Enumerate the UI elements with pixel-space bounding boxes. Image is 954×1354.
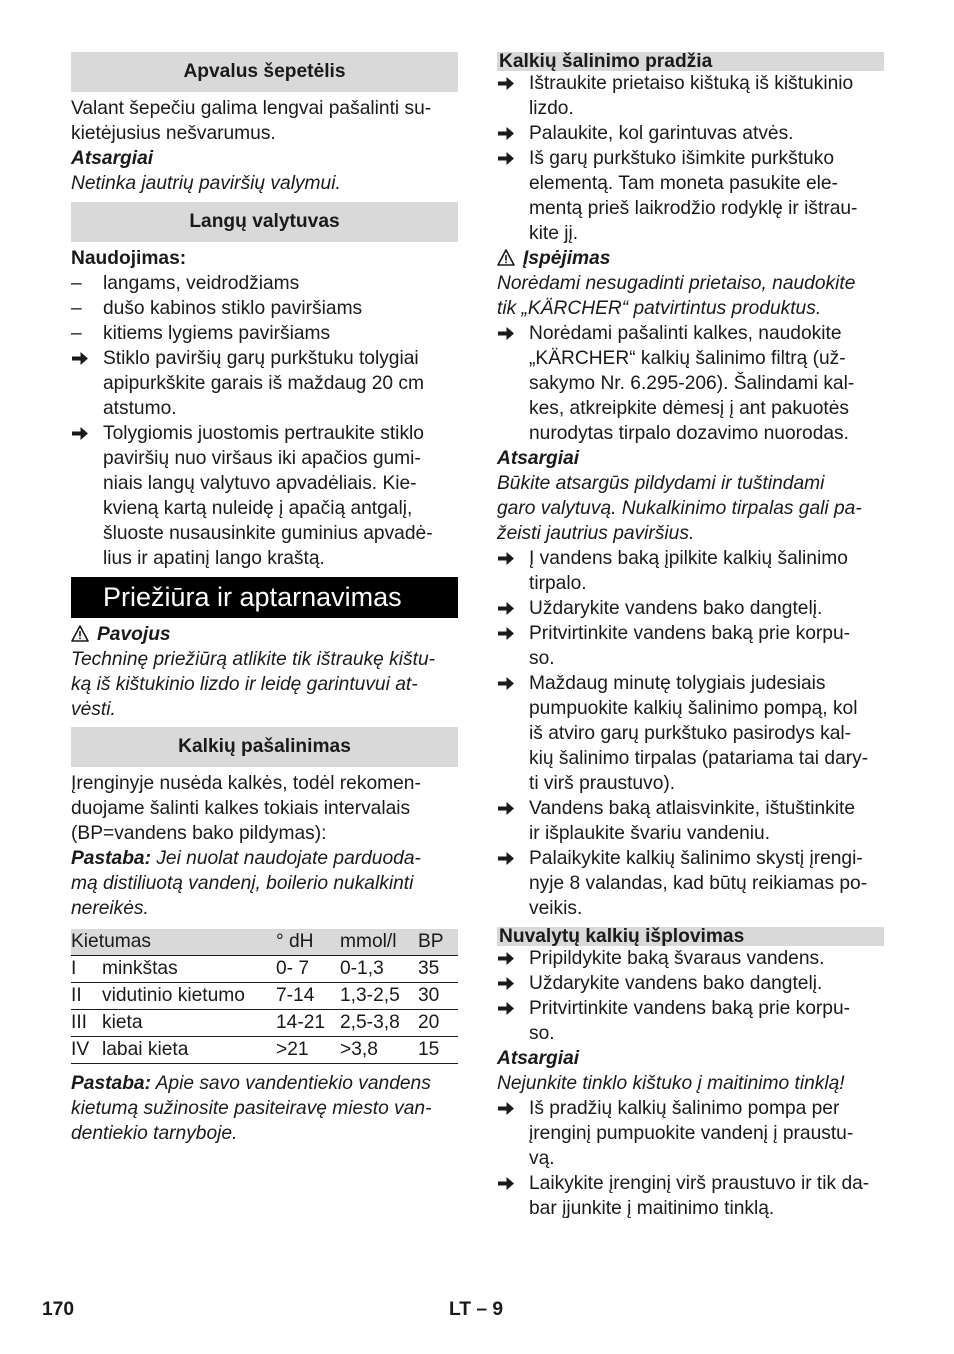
usage-label: Naudojimas:: [71, 248, 187, 269]
warning-text: tik „KÄRCHER“ patvirtintus produktus.: [497, 298, 822, 319]
note-text: Apie savo vandentiekio vandens: [150, 1073, 431, 1094]
water-hardness-table: [71, 929, 458, 1064]
step-line: kes, atkreipkite dėmesį į ant pakuotės: [529, 398, 849, 419]
table-cell: 20: [418, 1010, 458, 1037]
note-line: nereikės.: [71, 898, 149, 919]
danger-label: Pavojus: [97, 624, 171, 645]
heading-rinse: Nuvalytų kalkių išplovimas: [497, 927, 884, 946]
step-line: elementą. Tam moneta pasukite ele-: [529, 173, 838, 194]
table-row: [71, 1037, 458, 1064]
arrow-icon: [497, 1096, 517, 1121]
table-header-cell: BP: [418, 929, 458, 956]
step-line: tirpalo.: [529, 573, 587, 594]
caution-label: Atsargiai: [497, 448, 580, 469]
step-line: Tolygiomis juostomis pertraukite stiklo: [103, 423, 424, 444]
arrow-icon: [497, 846, 517, 871]
table-cell: I: [71, 956, 102, 983]
step-line: ti virš praustuvo).: [529, 773, 676, 794]
step-line: Iš pradžių kalkių šalinimo pompa per: [529, 1098, 840, 1119]
caution-text: garo valytuvą. Nukalkinimo tirpalas gali pa-: [497, 498, 862, 519]
arrow-icon: [497, 1171, 517, 1196]
paragraph-line: (BP=vandens bako pildymas):: [71, 823, 327, 844]
table-cell: >3,8: [340, 1037, 418, 1064]
arrow-icon: [497, 596, 517, 621]
page-section-label: LT – 9: [449, 1299, 504, 1320]
step-line: mentą prieš laikrodžio rodyklę ir ištrau-: [529, 198, 858, 219]
danger-text: ką iš kištukinio lizdo ir leidę garintuvui at-: [71, 674, 418, 695]
table-cell: III: [71, 1010, 102, 1037]
step-line: Uždarykite vandens bako dangtelį.: [529, 598, 823, 619]
step-line: šluoste nusausinkite guminius apvadė-: [103, 523, 433, 544]
step-line: Iš garų purkštuko išimkite purkštuko: [529, 148, 834, 169]
step-line: apipurkškite garais iš maždaug 20 cm: [103, 373, 425, 394]
heading-round-brush: Apvalus šepetėlis: [71, 52, 458, 92]
paragraph-line: Įrenginyje nusėda kalkės, todėl rekomen-: [71, 773, 421, 794]
caution-text: Nejunkite tinklo kištuko į maitinimo tinklą!: [497, 1073, 845, 1094]
danger-heading: [71, 622, 171, 647]
note-line: [71, 1071, 431, 1096]
step-line: Norėdami pašalinti kalkes, naudokite: [529, 323, 842, 344]
step-line: Uždarykite vandens bako dangtelį.: [529, 973, 823, 994]
step-line: kvieną kartą nuleidę į apačią antgalį,: [103, 498, 413, 519]
table-cell: II: [71, 983, 102, 1010]
step-line: Pripildykite baką švaraus vandens.: [529, 948, 825, 969]
paragraph-line: kietėjusius nešvarumus.: [71, 123, 276, 144]
page-number: 170: [42, 1299, 75, 1320]
caution-text: Netinka jautrių paviršių valymui.: [71, 173, 341, 194]
table-cell: labai kieta: [102, 1037, 276, 1064]
table-cell: IV: [71, 1037, 102, 1064]
paragraph-line: Valant šepečiu galima lengvai pašalinti su-: [71, 98, 432, 119]
note-label: Pastaba:: [71, 848, 151, 869]
table-cell: 1,3-2,5: [340, 983, 418, 1010]
note-label: Pastaba:: [71, 1073, 151, 1094]
arrow-icon: [497, 71, 517, 96]
step-line: so.: [529, 648, 555, 669]
danger-text: Techninę priežiūrą atlikite tik ištraukę kištu-: [71, 649, 436, 670]
warning-triangle-icon: [497, 249, 515, 266]
caution-text: žeisti jautrius paviršius.: [497, 523, 695, 544]
step-line: Ištraukite prietaiso kištuką iš kištukinio: [529, 73, 854, 94]
table-cell: 0-1,3: [340, 956, 418, 983]
table-cell: 0- 7: [276, 956, 340, 983]
arrow-icon: [497, 796, 517, 821]
step-line: sakymo Nr. 6.295-206). Šalindami kal-: [529, 373, 855, 394]
dash-bullet: –: [71, 323, 82, 344]
table-row: [71, 1010, 458, 1037]
table-header-cell: mmol/l: [340, 929, 418, 956]
arrow-icon: [497, 121, 517, 146]
heading-window-cleaner: Langų valytuvas: [71, 202, 458, 242]
note-line: [71, 846, 421, 871]
table-cell: kieta: [102, 1010, 276, 1037]
table-cell: >21: [276, 1037, 340, 1064]
step-line: įrenginį pumpuokite vandenį į praustu-: [529, 1123, 854, 1144]
warning-triangle-icon: [71, 625, 89, 642]
table-cell: 14-21: [276, 1010, 340, 1037]
arrow-icon: [497, 546, 517, 571]
step-line: so.: [529, 1023, 555, 1044]
arrow-icon: [497, 146, 517, 171]
step-line: atstumo.: [103, 398, 177, 419]
danger-text: vėsti.: [71, 699, 116, 720]
note-line: dentiekio tarnyboje.: [71, 1123, 238, 1144]
warning-text: Norėdami nesugadinti prietaiso, naudokite: [497, 273, 856, 294]
table-header-row: [71, 929, 458, 956]
usage-item: kitiems lygiems paviršiams: [103, 323, 331, 344]
heading-descaling-start: Kalkių šalinimo pradžia: [497, 52, 884, 71]
table-cell: vidutinio kietumo: [102, 983, 276, 1010]
section-title-maintenance: Priežiūra ir aptarnavimas: [71, 577, 458, 618]
warning-heading: [497, 246, 610, 271]
table-cell: 7-14: [276, 983, 340, 1010]
table-row: [71, 956, 458, 983]
table-cell: 35: [418, 956, 458, 983]
step-line: veikis.: [529, 898, 583, 919]
caution-label: Atsargiai: [497, 1048, 580, 1069]
table-cell: 2,5-3,8: [340, 1010, 418, 1037]
note-line: kietumą sužinosite pasiteiravę miesto van-: [71, 1098, 432, 1119]
caution-label: Atsargiai: [71, 148, 154, 169]
arrow-icon: [497, 971, 517, 996]
arrow-icon: [497, 996, 517, 1021]
step-line: niais langų valytuvo apvadėliais. Kie-: [103, 473, 417, 494]
table-header-cell: ° dH: [276, 929, 340, 956]
note-text: Jei nuolat naudojate parduoda-: [150, 848, 421, 869]
step-line: iš atviro garų purkštuko pasirodys kal-: [529, 723, 852, 744]
table-cell: 30: [418, 983, 458, 1010]
arrow-icon: [497, 621, 517, 646]
table-cell: 15: [418, 1037, 458, 1064]
step-line: bar įjunkite į maitinimo tinklą.: [529, 1198, 775, 1219]
step-line: Vandens baką atlaisvinkite, ištuštinkite: [529, 798, 856, 819]
step-line: nurodytas tirpalo dozavimo nuorodas.: [529, 423, 849, 444]
usage-item: langams, veidrodžiams: [103, 273, 300, 294]
warning-label: Įspėjimas: [523, 248, 611, 269]
table-cell: minkštas: [102, 956, 276, 983]
step-line: Maždaug minutę tolygiais judesiais: [529, 673, 826, 694]
step-line: vą.: [529, 1148, 555, 1169]
step-line: ir išplaukite švariu vandeniu.: [529, 823, 771, 844]
step-line: paviršių nuo viršaus iki apačios gumi-: [103, 448, 421, 469]
step-line: Stiklo paviršių garų purkštuku tolygiai: [103, 348, 419, 369]
heading-descaling: Kalkių pašalinimas: [71, 727, 458, 767]
step-line: Laikykite įrenginį virš praustuvo ir tik da-: [529, 1173, 870, 1194]
note-line: mą distiliuotą vandenį, boilerio nukalkinti: [71, 873, 414, 894]
paragraph-line: duojame šalinti kalkes tokiais intervalais: [71, 798, 411, 819]
table-header-cell: Kietumas: [71, 929, 276, 956]
arrow-icon: [497, 321, 517, 346]
step-line: lius ir apatinį lango kraštą.: [103, 548, 325, 569]
step-line: „KÄRCHER“ kalkių šalinimo filtrą (už-: [529, 348, 846, 369]
step-line: kių šalinimo tirpalas (patariama tai dary-: [529, 748, 869, 769]
step-line: Pritvirtinkite vandens baką prie korpu-: [529, 623, 851, 644]
step-line: Pritvirtinkite vandens baką prie korpu-: [529, 998, 851, 1019]
usage-item: dušo kabinos stiklo paviršiams: [103, 298, 363, 319]
arrow-icon: [71, 421, 91, 446]
step-line: Palaikykite kalkių šalinimo skystį įrengi-: [529, 848, 863, 869]
arrow-icon: [497, 946, 517, 971]
arrow-icon: [497, 671, 517, 696]
caution-text: Būkite atsargūs pildydami ir tuštindami: [497, 473, 825, 494]
step-line: kite jį.: [529, 223, 579, 244]
step-line: Į vandens baką įpilkite kalkių šalinimo: [529, 548, 848, 569]
dash-bullet: –: [71, 298, 82, 319]
step-line: lizdo.: [529, 98, 574, 119]
step-line: pumpuokite kalkių šalinimo pompą, kol: [529, 698, 858, 719]
arrow-icon: [71, 346, 91, 371]
dash-bullet: –: [71, 273, 82, 294]
table-row: [71, 983, 458, 1010]
step-line: nyje 8 valandas, kad būtų reikiamas po-: [529, 873, 868, 894]
step-line: Palaukite, kol garintuvas atvės.: [529, 123, 794, 144]
